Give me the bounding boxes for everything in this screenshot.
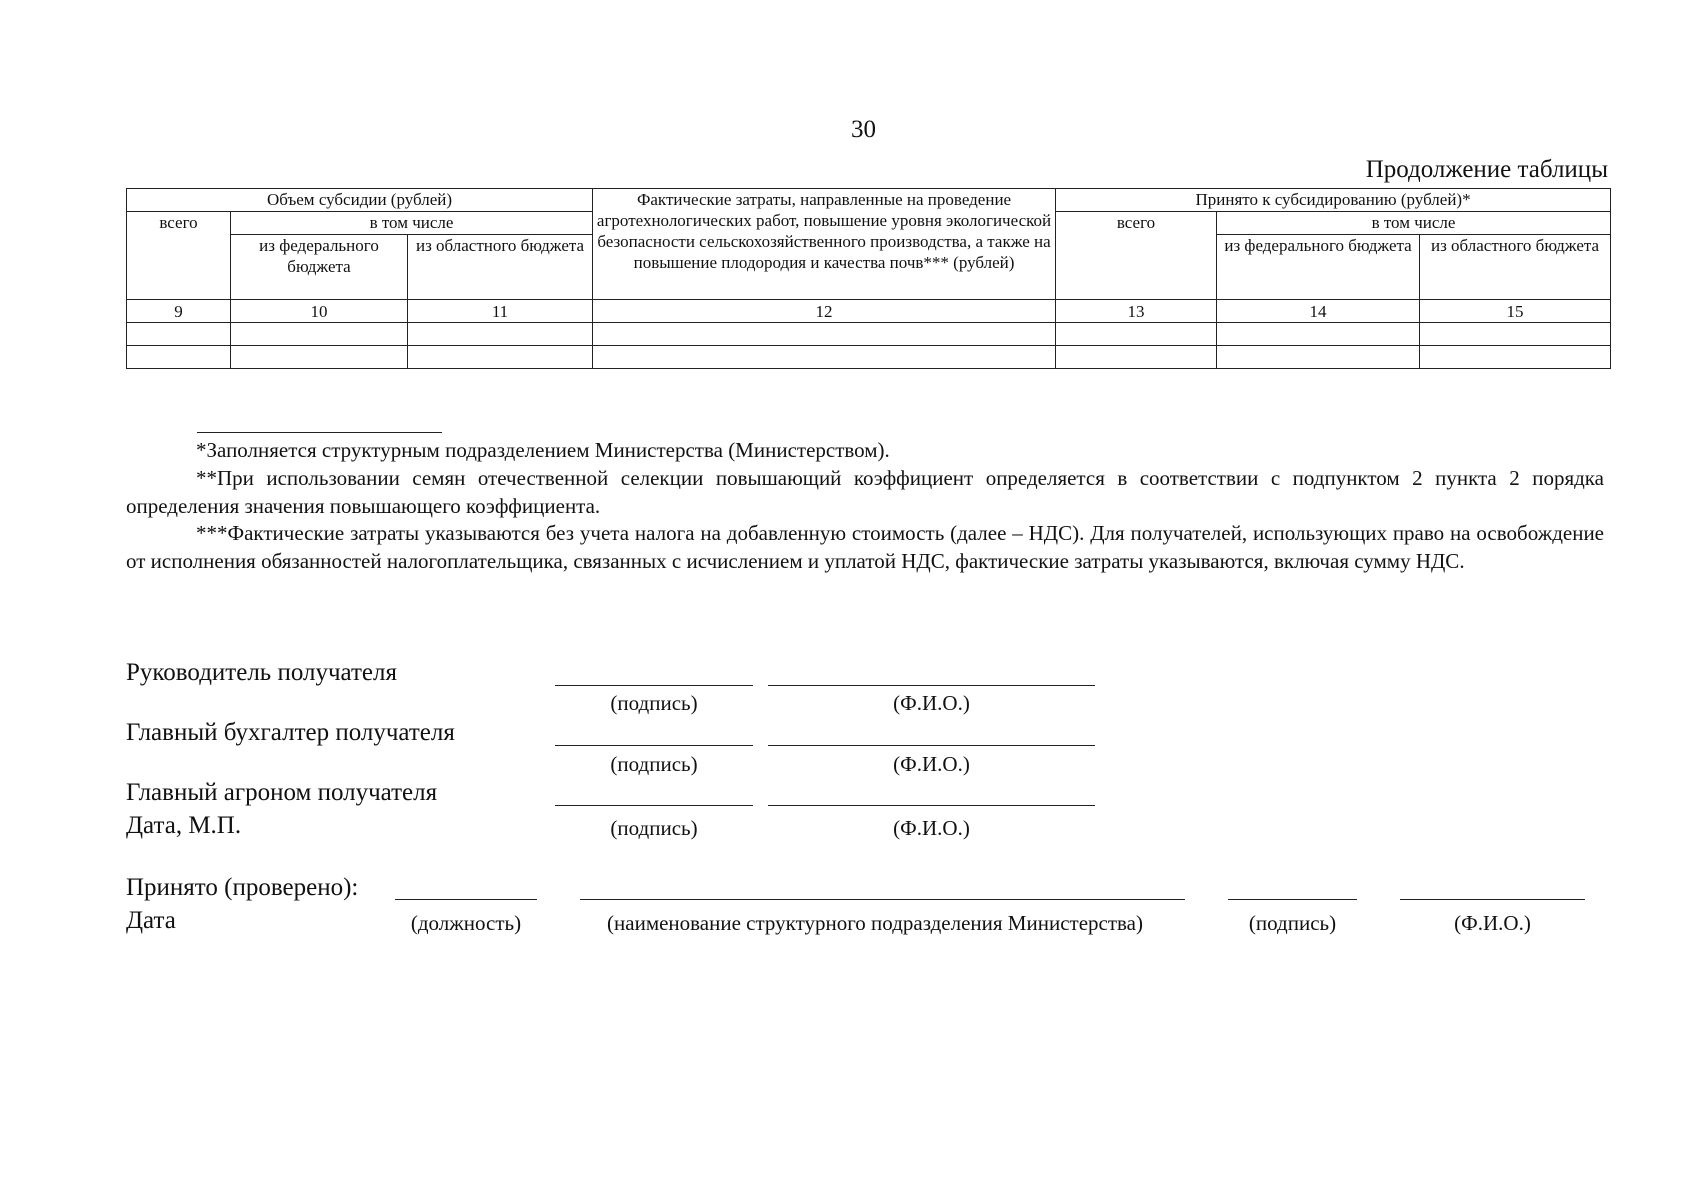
header-actual-costs: Фактические затраты, направленные на проведение агротехнологических работ, повышение уровня экологической безопасности сельскохозяйственного производства, а также на повышение плодородия и качества почв*** (рублей) — [593, 189, 1056, 300]
column-number: 15 — [1420, 300, 1611, 323]
footnote-3: ***Фактические затраты указываются без учета налога на добавленную стоимость (далее – НДС). Для получателей, использующих право на освобождение от исполнения обязанностей налогоплательщика, связанных с исчислением и уплатой НДС, фактические затраты указываются, включая сумму НДС. — [126, 521, 1604, 573]
accountant-signature-line[interactable] — [555, 745, 753, 746]
header-regional-budget: из областного бюджета — [408, 235, 593, 300]
head-name-line[interactable] — [768, 685, 1095, 686]
accepted-label: Принято (проверено): — [126, 874, 359, 901]
agronomist-name-line[interactable] — [768, 805, 1095, 806]
department-caption: (наименование структурного подразделения Министерства) — [607, 911, 1143, 935]
table-continuation-label: Продолжение таблицы — [1365, 156, 1608, 183]
position-caption: (должность) — [410, 911, 522, 935]
name-caption: (Ф.И.О.) — [893, 691, 970, 715]
column-number: 12 — [593, 300, 1056, 323]
footnote-1: *Заполняется структурным подразделением Министерства (Министерством). — [196, 438, 890, 462]
footnote-2: **При использовании семян отечественной селекции повышающий коэффициент определяется в соответствии с подпунктом 2 пункта 2 порядка определения значения повышающего коэффициента. — [126, 466, 1604, 518]
column-number: 14 — [1217, 300, 1420, 323]
accountant-label: Главный бухгалтер получателя — [126, 719, 455, 746]
column-number: 10 — [231, 300, 408, 323]
header-accepted-subsidy: Принято к субсидированию (рублей)* — [1056, 189, 1611, 212]
head-label: Руководитель получателя — [126, 659, 397, 686]
page-number: 30 — [851, 116, 876, 143]
head-signature-line[interactable] — [555, 685, 753, 686]
subsidy-table — [126, 188, 1611, 369]
name-caption: (Ф.И.О.) — [893, 816, 970, 840]
column-number: 9 — [127, 300, 231, 323]
department-line[interactable] — [580, 899, 1185, 900]
header-including: в том числе — [1217, 212, 1611, 235]
signature-caption: (подпись) — [610, 816, 698, 840]
signature-caption: (подпись) — [1248, 911, 1337, 935]
table-row — [127, 323, 1611, 346]
header-federal-budget: из федерального бюджета — [231, 235, 408, 300]
column-number: 13 — [1056, 300, 1217, 323]
date-stamp-label: Дата, М.П. — [126, 812, 242, 839]
header-federal-budget: из федерального бюджета — [1217, 235, 1420, 300]
header-total: всего — [1056, 212, 1217, 300]
agronomist-label: Главный агроном получателя — [126, 779, 438, 806]
signature-caption: (подпись) — [610, 752, 698, 776]
accountant-name-line[interactable] — [768, 745, 1095, 746]
header-subsidy-volume: Объем субсидии (рублей) — [127, 189, 593, 212]
position-line[interactable] — [395, 899, 537, 900]
table-row — [127, 346, 1611, 369]
header-including: в том числе — [231, 212, 593, 235]
accepted-signature-line[interactable] — [1228, 899, 1357, 900]
accepted-name-line[interactable] — [1400, 899, 1585, 900]
date-label: Дата — [126, 907, 176, 934]
name-caption: (Ф.И.О.) — [893, 752, 970, 776]
column-number: 11 — [408, 300, 593, 323]
header-total: всего — [127, 212, 231, 300]
footnote-separator — [197, 432, 442, 433]
header-regional-budget: из областного бюджета — [1420, 235, 1611, 300]
name-caption: (Ф.И.О.) — [1454, 911, 1531, 935]
signature-caption: (подпись) — [610, 691, 698, 715]
agronomist-signature-line[interactable] — [555, 805, 753, 806]
